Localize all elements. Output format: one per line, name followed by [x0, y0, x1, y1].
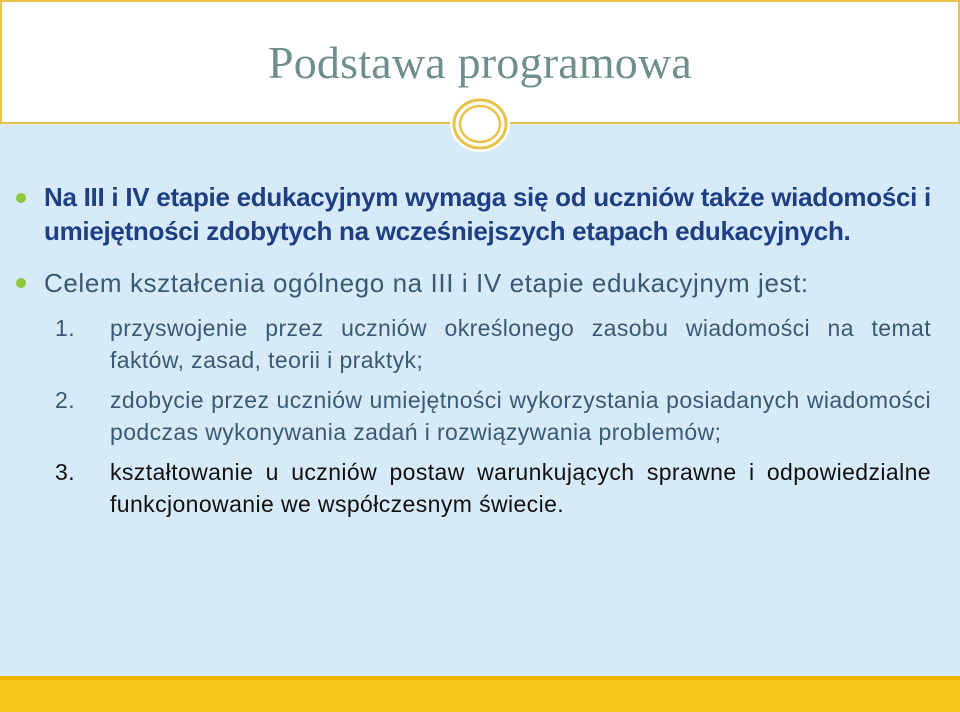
list-item	[16, 384, 931, 448]
slide-content	[16, 180, 931, 528]
bullet-item	[16, 180, 931, 248]
round-bullet-icon	[16, 193, 26, 203]
list-item	[16, 456, 931, 520]
round-bullet-icon	[16, 278, 26, 288]
ring-ornament-icon	[448, 94, 512, 154]
bullet-text: Celem kształcenia ogólnego na III i IV etapie edukacyjnym jest:	[44, 268, 809, 298]
bullet-item	[16, 266, 931, 300]
bullet-text: Na III i IV etapie edukacyjnym wymaga się od uczniów także wiadomości i umiejętności zdobytych na wcześniejszych etapach edukacyjnych.	[44, 182, 931, 246]
list-number: 3.	[55, 459, 75, 485]
footer-bar	[0, 676, 960, 712]
numbered-list	[16, 312, 931, 520]
list-text: zdobycie przez uczniów umiejętności wykorzystania posiadanych wiadomości podczas wykonywania zadań i rozwiązywania problemów;	[110, 387, 931, 445]
list-item	[16, 312, 931, 376]
list-text: przyswojenie przez uczniów określonego zasobu wiadomości na temat faktów, zasad, teorii i praktyk;	[110, 315, 931, 373]
page-title: Podstawa programowa	[267, 37, 693, 88]
list-text: kształtowanie u uczniów postaw warunkujących sprawne i odpowiedzialne funkcjonowanie we współczesnym świecie.	[110, 459, 931, 517]
list-number: 1.	[55, 315, 75, 341]
list-number: 2.	[55, 387, 75, 413]
